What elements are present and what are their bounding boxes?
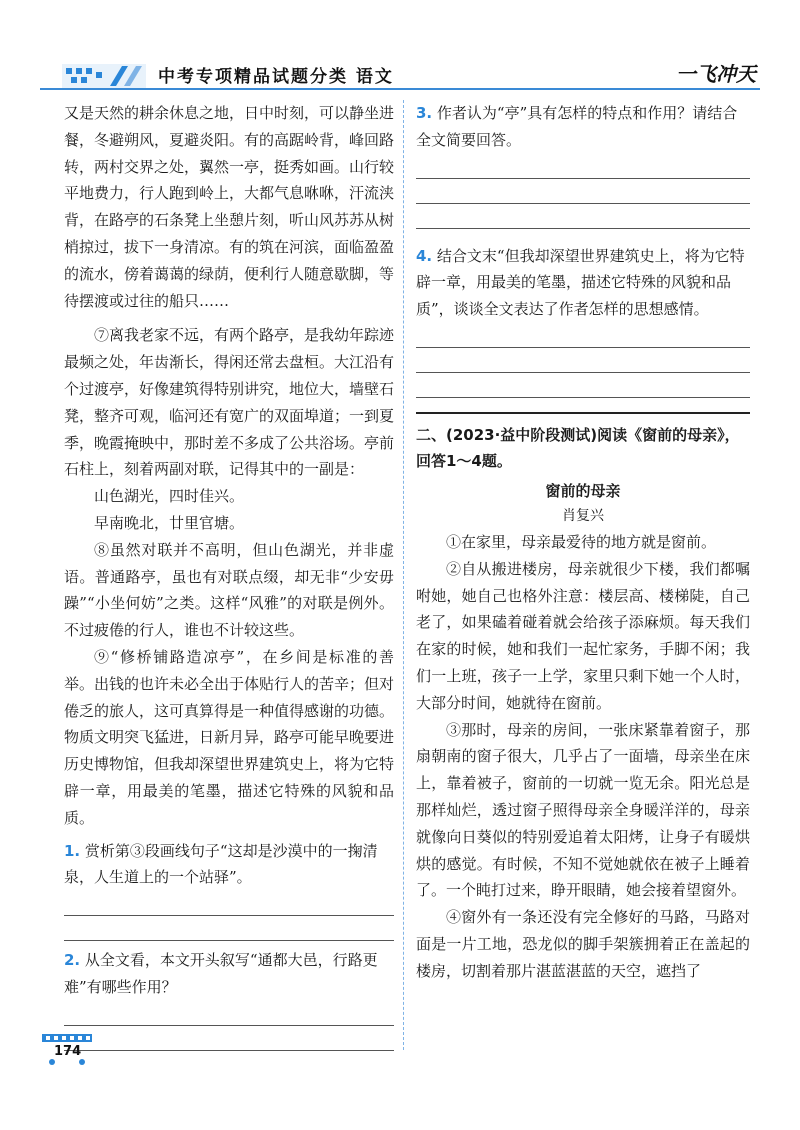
column-divider xyxy=(403,100,404,1050)
question-number: 1. xyxy=(64,841,81,860)
question-3 xyxy=(416,100,750,154)
question-text: 从全文看，本文开头叙写“通都大邑，行路更难”有哪些作用？ xyxy=(64,951,378,996)
right-column xyxy=(416,100,750,985)
page-number: 174 xyxy=(54,1044,82,1059)
header-rule xyxy=(40,88,760,90)
book-decoration-icon xyxy=(62,62,148,90)
answer-lines[interactable] xyxy=(416,178,750,229)
passage-paragraph: ⑧虽然对联并不高明，但山色湖光，并非虚语。普通路亭，虽也有对联点缀，却无非“少安毋躁”“小坐何妨”之类。这样“风雅”的对联是例外。不过疲倦的行人，谁也不计较这些。 xyxy=(64,540,394,640)
passage-paragraph: 又是天然的耕余休息之地，日中时刻，可以静坐进餐，冬避朔风，夏避炎阳。有的高踞岭背，峰回路转，两村交界之处，翼然一亭，挺秀如画。山行较平地费力，行人跑到岭上，大都气息咻咻，汗流浃背，在路亭的石条凳上坐憩片刻，听山风苏苏从树梢掠过，拔下一身清凉。有的筑在河滨，面临盈盈的流水，傍着蔼蔼的绿荫，便利行人随意歇脚，等待摆渡或过往的船只…… xyxy=(64,104,395,310)
passage-paragraph: ②自从搬进楼房，母亲就很少下楼，我们都嘱咐她，她自己也格外注意：楼层高、楼梯陡，自己老了，如果磕着碰着就会给孩子添麻烦。每天我们在家的时候，她和我们一起忙家务，手脚不闲；我们一上班，孩子一上学，家里只剩下她一个人时，大部分时间，她就待在窗前。 xyxy=(416,559,750,712)
question-text: 赏析第③段画线句子“这却是沙漠中的一掬清泉，人生道上的一个站驿”。 xyxy=(64,841,378,887)
question-text: 结合文末“但我却深望世界建筑史上，将为它特辟一章，用最美的笔墨，描述它特殊的风貌和品质”，谈谈全文表达了作者怎样的思想感情。 xyxy=(416,246,745,319)
left-column xyxy=(64,100,394,1057)
passage-paragraph: ⑦离我老家不远，有两个路亭，是我幼年踪迹最频之处，年齿渐长，得闲还常去盘桓。大江沿有个过渡亭，好像建筑得特别讲究，地位大，墙壁石凳，整齐可观，临河还有宽广的双面埠道；一到夏季，晚霞掩映中，那时差不多成了公共浴场。亭前石柱上，刻着两副对联，记得其中的一副是： xyxy=(64,326,395,479)
passage-paragraph: ④窗外有一条还没有完全修好的马路，马路对面是一片工地，恐龙似的脚手架簇拥着正在盖起的楼房，切割着那片湛蓝湛蓝的天空，遮挡了 xyxy=(416,908,750,980)
answer-lines[interactable] xyxy=(64,1025,394,1051)
book-title: 中考专项精品试题分类 语文 xyxy=(158,67,394,87)
couplet-line: 早南晚北，廿里官塘。 xyxy=(94,513,245,532)
couplet-line: 山色湖光，四时佳兴。 xyxy=(94,487,245,506)
question-1 xyxy=(64,838,394,892)
question-2 xyxy=(64,947,394,1001)
page-number-badge xyxy=(40,1030,100,1066)
question-number: 2. xyxy=(64,951,81,970)
question-4 xyxy=(416,243,750,323)
question-number: 4. xyxy=(416,246,433,265)
article-author: 肖复兴 xyxy=(562,507,604,524)
question-number: 3. xyxy=(416,104,433,122)
answer-lines[interactable] xyxy=(64,915,394,941)
question-text: 作者认为“亭”具有怎样的特点和作用？请结合全文简要回答。 xyxy=(416,104,738,149)
brand-logo: 一飞冲天 xyxy=(676,62,756,86)
section-heading: 二、(2023·益中阶段测试)阅读《窗前的母亲》，回答1～4题。 xyxy=(416,425,740,470)
answer-lines[interactable] xyxy=(416,347,750,398)
page-header xyxy=(40,56,760,94)
section-separator xyxy=(416,412,750,414)
passage-paragraph: ③那时，母亲的房间，一张床紧靠着窗子，那扇朝南的窗子很大，几乎占了一面墙，母亲坐在床上，靠着被子，窗前的一切就一览无余。阳光总是那样灿烂，透过窗子照得母亲全身暖洋洋的，母亲就像向日葵似的特别爱追着太阳烤，让身子有暖烘烘的感觉。有时候，不知不觉她就依在被子上睡着了。一个盹打过来，睁开眼睛，她会接着望窗外。 xyxy=(416,720,750,900)
passage-paragraph: ⑨“修桥铺路造凉亭”，在乡间是标准的善举。出钱的也许未必全出于体贴行人的苦辛；但对倦乏的旅人，这可真算得是一种值得感谢的功德。物质文明突飞猛进，日新月异，路亭可能早晚要进历史博物馆，但我却深望世界建筑史上，将为它特辟一章，用最美的笔墨，描述它特殊的风貌和品质。 xyxy=(64,647,395,827)
article-title: 窗前的母亲 xyxy=(545,481,621,500)
passage-paragraph: ①在家里，母亲最爱待的地方就是窗前。 xyxy=(446,532,717,551)
